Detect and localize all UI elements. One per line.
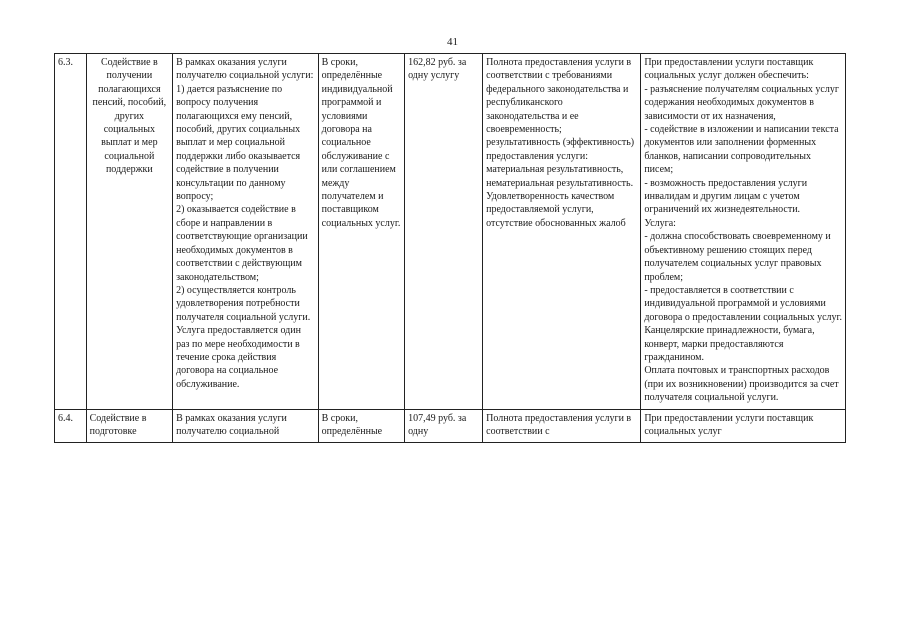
- quality-indicators: Полнота предоставления услуги в соответствии с требованиями федерального законодательства и республиканского законодательства и ее своевременность; результативность (эффективность) предоставления услуги: материальная результативность, нематериальная результативность. Удовлетворенность качеством предоставляемой услуги, отсутствие обоснованных жалоб: [483, 54, 641, 410]
- row-number: 6.3.: [55, 54, 87, 410]
- service-price: 107,49 руб. за одну: [405, 409, 483, 443]
- service-price: 162,82 руб. за одну услугу: [405, 54, 483, 410]
- service-conditions: При предоставлении услуги поставщик социальных услуг: [641, 409, 846, 443]
- service-name: Содействие в получении полагающихся пенсий, пособий, других социальных выплат и мер социальной поддержки: [86, 54, 172, 410]
- service-name: Содействие в подготовке: [86, 409, 172, 443]
- service-terms: В сроки, определённые: [318, 409, 404, 443]
- service-content: В рамках оказания услуги получателю социальной: [173, 409, 319, 443]
- page-number: 41: [447, 36, 458, 48]
- services-table: [54, 53, 846, 443]
- row-number: 6.4.: [55, 409, 87, 443]
- table-row: [55, 409, 846, 443]
- service-terms: В сроки, определённые индивидуальной программой и условиями договора на социальное обслуживание с или соглашением между получателем и поставщиком социальных услуг.: [318, 54, 404, 410]
- table-row: [55, 54, 846, 410]
- service-content: В рамках оказания услуги получателю социальной услуги: 1) дается разъяснение по вопросу получения полагающихся ему пенсий, пособий, других социальных выплат и мер социальной поддержки либо оказывается содействие в получении консультации по данному вопросу; 2) оказывается содействие в сборе и направлении в соответствующие организации необходимых документов в соответствии с действующим законодательством; 2) осуществляется контроль удовлетворения потребности получателя социальной услуги. Услуга предоставляется один раз по мере необходимости в течение срока действия договора на социальное обслуживание.: [173, 54, 319, 410]
- service-conditions: При предоставлении услуги поставщик социальных услуг должен обеспечить: - разъяснение получателям социальных услуг содержания необходимых документов в зависимости от их назначения, - содействие в изложении и написании текста документов или заполнении форменных бланков, написании сопроводительных писем; - возможность предоставления услуги инвалидам и другим лицам с учетом ограничений их жизнедеятельности. Услуга: - должна способствовать своевременному и объективному решению стоящих перед получателем социальных услуг правовых проблем; - предоставляется в соответствии с индивидуальной программой и условиями договора о предоставлении социальных услуг. Канцелярские принадлежности, бумага, конверт, марки предоставляются гражданином. Оплата почтовых и транспортных расходов (при их возникновении) производится за счет получателя социальной услуги.: [641, 54, 846, 410]
- quality-indicators: Полнота предоставления услуги в соответствии с: [483, 409, 641, 443]
